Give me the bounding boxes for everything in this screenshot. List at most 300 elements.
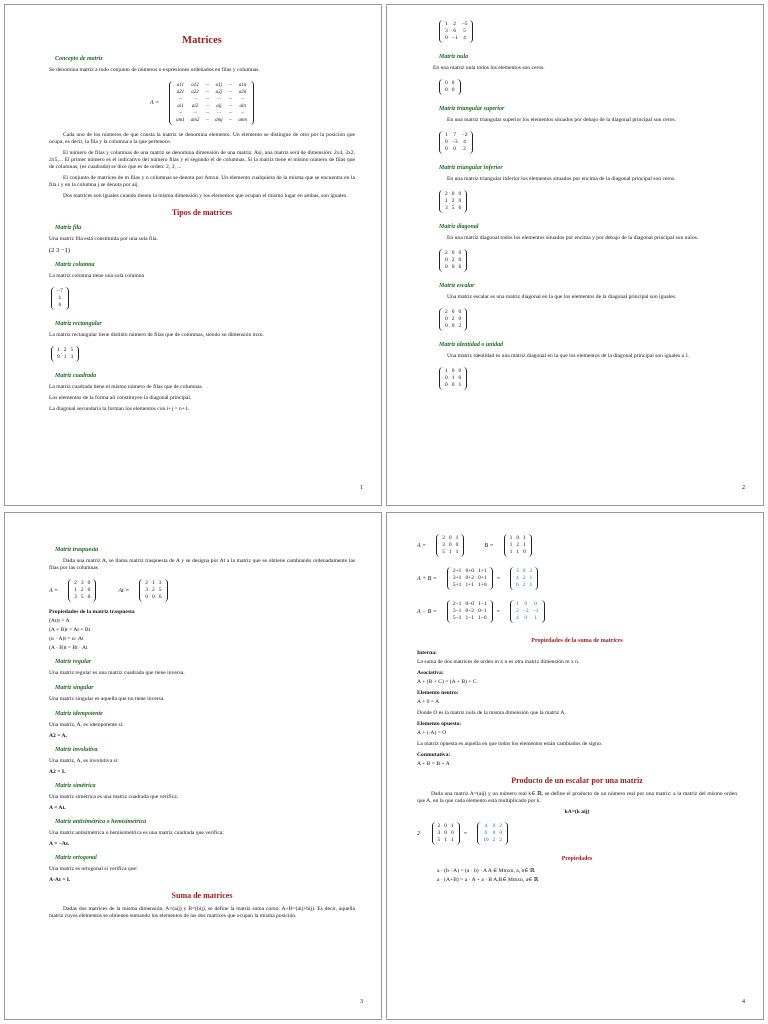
matrix-cell: 4: [516, 615, 519, 621]
matrix-row: [55, 347, 75, 354]
matrix-cell: 0: [458, 198, 462, 204]
sum-example: A + B = 2+1 0+0 1+1 3+1 0+2 0+1 5+1 1+1 1+0 = 3 0 2 4 2 1 6 2 1: [417, 564, 737, 593]
matrix-cell: 6: [58, 302, 62, 308]
matrix-cell: 2: [458, 323, 462, 329]
para-element: Cada uno de los números de que consta la matriz se denomina elemento. Un elemento se distingue de otro por la posición que ocupa, es decir, la fila y la columna a la que pertenece.: [49, 132, 355, 145]
transp-prop-3: (α · A)t = α· At: [49, 636, 84, 642]
matrix-cell: 0: [445, 375, 448, 381]
null-text: En una matriz nula todos los elementos son ceros.: [433, 65, 545, 71]
matrix-cell: 0: [445, 80, 448, 86]
square-heading: Matriz cuadrada: [55, 373, 97, 379]
scalar-props-title: Propiedades: [561, 856, 593, 862]
matrix-cell: ···: [216, 97, 221, 102]
matrix-cell: 2+1: [452, 568, 462, 574]
matrix-cell: ···: [205, 111, 210, 116]
sum-title: Suma de matrices: [171, 891, 233, 900]
matrix-row: [443, 191, 463, 198]
general-matrix: [169, 81, 254, 125]
matrix-row: [443, 323, 463, 330]
matrix-cell: 0+1: [478, 575, 487, 581]
matrix-cell: 0: [451, 368, 455, 374]
matrix-cell: 0: [445, 139, 448, 145]
scalar-label: 2·: [417, 830, 422, 837]
orth-formula: A·At = I.: [49, 877, 71, 883]
row-matrix: (2 3 −1): [49, 247, 70, 254]
neutral-text: A + 0 = A: [417, 699, 440, 705]
matrix-cell: 3−1: [452, 608, 462, 614]
page-number: 2: [742, 485, 745, 491]
matrix-cell: 0: [523, 549, 526, 555]
transp-prop-4: (A · B)t = Bt · At: [49, 645, 88, 651]
matrix-cell: 2: [63, 347, 67, 353]
singular-heading: Matriz singular: [55, 685, 94, 691]
diff-example: A − B = 2−1 0−0 1−1 3−1 0−2 0−1 5−1 1−1 1−0 = 1 0 0 2 −2 −1 4 0 1: [417, 597, 737, 626]
matrix-row: [443, 87, 457, 94]
top-matrix: [439, 20, 473, 43]
diff-expr-matrix: [447, 600, 493, 623]
matrix-cell: 3: [445, 205, 448, 211]
scalar-formula: kA=(k aij): [564, 809, 590, 815]
matrix-cell: ai1: [177, 104, 184, 109]
matrix-cell: amn: [238, 118, 247, 123]
matrix-cell: 0: [451, 830, 454, 836]
matrix-cell: 1: [523, 542, 526, 548]
transp-props-title: Propiedades de la matriz traspuesta: [49, 609, 135, 615]
upper-matrix: [439, 131, 473, 154]
matrix-cell: ···: [240, 111, 245, 116]
matrix-cell: a1n: [238, 83, 247, 88]
transp-prop-1: (At)t = A: [49, 618, 70, 624]
matrix-row: [443, 146, 469, 153]
matrix-cell: 3: [70, 354, 74, 360]
matrix-cell: 2: [437, 823, 441, 829]
matrix-cell: 1: [509, 549, 513, 555]
matrix-cell: −5: [461, 21, 468, 27]
commut-text: A + B = B + A: [417, 761, 450, 767]
transp-a-matrix: [68, 579, 96, 602]
matrix-row: [440, 549, 460, 556]
matrix-cell: 2: [74, 580, 77, 586]
transp-heading: Matriz traspuesta: [55, 547, 99, 553]
b-label: B =: [484, 542, 494, 549]
matrix-cell: −2: [522, 608, 529, 614]
matrix-cell: ···: [228, 104, 233, 109]
matrix-row: [436, 823, 456, 830]
matrix-cell: −3: [451, 139, 458, 145]
matrix-cell: 5: [437, 837, 441, 843]
matrix-cell: 6: [516, 582, 519, 588]
matrix-row: [173, 110, 250, 117]
matrix-cell: 2: [145, 580, 148, 586]
opposite-text: A + (-A) = O: [417, 730, 447, 736]
singular-text: Una matriz singular es aquella que no tiene inversa.: [49, 696, 165, 702]
transp-matrices: [49, 576, 355, 605]
lower-heading: Matriz triangular inferior: [439, 165, 503, 171]
matrix-cell: 1+0: [478, 582, 487, 588]
matrix-row: [173, 117, 250, 124]
matrix-cell: 0: [458, 316, 462, 322]
matrix-cell: 6: [458, 264, 462, 270]
matrix-cell: −1: [451, 35, 458, 41]
matrix-cell: 3: [516, 568, 519, 574]
row-text: Una matriz fila está constituida por una sola fila.: [49, 236, 158, 242]
matrix-cell: ···: [193, 97, 197, 102]
commut-title: Conmutativa:: [417, 752, 451, 758]
matrix-cell: ···: [178, 111, 183, 116]
scalar-text: Una matriz escalar es una matriz diagonal en la que los elementos de la diagonal principal son iguales.: [447, 294, 677, 300]
matrix-cell: 1−0: [478, 615, 487, 621]
scalar-heading: Matriz escalar: [439, 283, 475, 289]
props-title: Propiedades de la suma de matrices: [531, 638, 623, 644]
matrix-cell: −2: [461, 132, 468, 138]
matrix-cell: 2: [445, 309, 448, 315]
neutral-note: Donde O es la matriz nula de la misma dimensión que la matriz A.: [417, 710, 566, 716]
matrix-row: [451, 615, 489, 622]
matrix-cell: a21: [176, 90, 185, 95]
antisym-formula: A = −At.: [49, 841, 70, 847]
matrix-cell: 0: [445, 146, 448, 152]
matrix-cell: a1j: [215, 83, 223, 88]
matrix-cell: 1: [451, 375, 455, 381]
transp-prop-2: (A + B)t = At + Bt: [49, 627, 91, 633]
para-equality: Dos matrices son iguales cuando tienen la misma dimensión y los elementos que ocupan el mismo lugar en ambas, son iguales.: [63, 193, 348, 199]
matrix-cell: 4: [484, 823, 488, 829]
matrix-cell: ···: [240, 97, 245, 102]
matrix-row: [72, 594, 92, 601]
identity-text: Una matriz identidad es una matriz diagonal en la que los elementos de la diagonal principal son iguales a 1.: [447, 353, 690, 359]
matrix-cell: 1: [74, 587, 77, 593]
matrix-cell: 5: [80, 594, 84, 600]
null-heading: Matriz nula: [439, 54, 469, 60]
matrix-row: [508, 535, 528, 542]
matrix-cell: 3: [74, 594, 77, 600]
matrix-cell: 1: [444, 837, 447, 843]
matrix-cell: 0: [445, 316, 448, 322]
matrix-cell: 0: [448, 542, 452, 548]
internal-text: La suma de dos matrices de orden m x n es otra matriz dimensión m x n.: [417, 659, 580, 665]
matrix-cell: amj: [215, 118, 223, 123]
matrix-cell: 0+0: [465, 568, 475, 574]
matrix-row: [443, 205, 463, 212]
matrix-cell: 2: [451, 198, 455, 204]
matrix-cell: 0: [458, 191, 462, 197]
identity-heading: Matriz identidad o unidad: [439, 342, 504, 348]
matrix-cell: 0: [448, 535, 452, 541]
matrix-cell: 2: [492, 837, 496, 843]
matrix-cell: 1: [529, 575, 533, 581]
matrix-row: [72, 587, 92, 594]
sum-expr-matrix: [447, 567, 493, 590]
matrix-cell: 2: [499, 837, 503, 843]
page-title: Matrices: [182, 35, 222, 46]
matrix-row: [443, 198, 463, 205]
matrix-cell: 1: [516, 549, 520, 555]
matrix-row: [451, 608, 489, 615]
ab-matrices: [417, 531, 737, 560]
matrix-cell: 1: [445, 21, 448, 27]
matrix-cell: 6: [484, 830, 488, 836]
matrix-cell: ···: [205, 104, 210, 109]
matrix-cell: 0: [453, 146, 457, 152]
matrix-cell: 1+1: [478, 568, 487, 574]
matrix-cell: 3: [145, 587, 148, 593]
matrix-cell: 1: [523, 535, 526, 541]
matrix-cell: 0: [445, 87, 448, 93]
matrix-cell: 0: [458, 309, 462, 315]
upper-heading: Matriz triangular superior: [439, 106, 505, 112]
matrix-row: [451, 568, 489, 575]
matrix-cell: 3: [442, 542, 445, 548]
matrix-cell: 1−1: [478, 601, 487, 607]
scalar-title: Producto de un escalar por una matriz: [511, 776, 643, 785]
matrix-cell: 1: [57, 347, 60, 353]
rect-heading: Matriz rectangular: [55, 321, 102, 327]
matrix-cell: ···: [205, 97, 210, 102]
matrix-cell: 1: [534, 615, 537, 621]
matrix-row: [443, 80, 457, 87]
matrix-cell: 4: [463, 35, 466, 41]
matrix-cell: aij: [216, 104, 222, 109]
matrix-row: [443, 139, 469, 146]
matrix-cell: 4: [516, 575, 519, 581]
matrix-cell: 0: [522, 568, 526, 574]
matrix-cell: 0: [458, 375, 462, 381]
matrix-cell: 0: [145, 594, 148, 600]
matrix-cell: 0: [87, 587, 91, 593]
matrix-cell: ai2: [191, 104, 199, 109]
diag-text: En una matriz diagonal todos los elementos situados por encima y por debajo de la diagonal principal son nulos.: [447, 235, 699, 241]
matrix-cell: 5: [442, 549, 445, 555]
types-title: Tipos de matrices: [171, 208, 233, 217]
matrix-row: [440, 535, 460, 542]
matrix-cell: ···: [228, 97, 233, 102]
matrix-cell: 1: [455, 535, 459, 541]
idem-heading: Matriz idempotente: [55, 711, 103, 717]
matrix-cell: 0: [444, 830, 447, 836]
matrix-cell: 1: [529, 582, 533, 588]
matrix-cell: 2: [442, 535, 445, 541]
matrix-row: [443, 382, 463, 389]
page-2: [386, 4, 764, 506]
matrix-row: [173, 103, 250, 110]
matrix-cell: 1: [451, 823, 454, 829]
matrix-cell: 0: [451, 323, 455, 329]
transp-at-label: At =: [118, 587, 130, 594]
antisym-heading: Matriz antisimétrica o hemisimétrica: [55, 819, 147, 825]
matrix-cell: 1: [448, 549, 452, 555]
transp-text: Dada una matriz A, se llama matriz traspuesta de A y se designa por At a la matriz que se obtiene cambiando ordenadamente las filas por las columnas: [49, 558, 355, 571]
matrix-row: [451, 575, 489, 582]
matrix-cell: ···: [228, 90, 233, 95]
matrix-cell: 0: [451, 250, 455, 256]
matrix-cell: ···: [228, 83, 233, 88]
matrix-cell: 6: [453, 28, 457, 34]
matrix-cell: 2: [152, 587, 155, 593]
matrix-cell: 0: [445, 257, 448, 263]
matrix-cell: 0: [445, 35, 448, 41]
matrix-cell: ···: [228, 111, 233, 116]
matrix-cell: 0: [451, 191, 455, 197]
matrix-cell: 0: [451, 264, 455, 270]
matrix-row: [443, 132, 469, 139]
opposite-title: Elemento opuesto:: [417, 721, 462, 727]
internal-title: Interna:: [417, 650, 437, 656]
matrix-row: [55, 302, 65, 309]
matrix-cell: 2: [499, 823, 503, 829]
matrix-cell: 1: [451, 837, 454, 843]
matrix-cell: 0: [152, 594, 155, 600]
diff-result-matrix: [510, 600, 544, 623]
regular-heading: Matriz regular: [55, 659, 92, 665]
para-notation: El conjunto de matrices de m filas y n columnas se denota por Amxn. Un elemento cualquiera de la misma que se encuentra en la fila i y en la columna j se denota por aij.: [49, 175, 355, 188]
matrix-cell: 5−1: [452, 615, 462, 621]
orth-heading: Matriz ortogonal: [55, 855, 97, 861]
matrix-row: [173, 96, 250, 103]
page-3: [4, 512, 382, 1020]
matrix-cell: 2: [451, 316, 455, 322]
matrix-cell: 2: [445, 250, 448, 256]
matrix-cell: 0: [499, 830, 503, 836]
matrix-cell: 5: [158, 587, 162, 593]
matrix-cell: 1+1: [465, 582, 475, 588]
matrix-row: [443, 368, 463, 375]
page-1: [4, 4, 382, 506]
matrix-row: [440, 542, 460, 549]
matrix-cell: 1: [509, 535, 513, 541]
matrix-cell: a12: [191, 83, 199, 88]
matrix-cell: 2: [453, 21, 457, 27]
matrix-cell: 5: [70, 347, 74, 353]
para-dimension: El número de filas y columnas de una matriz se denomina dimensión de una matriz. Así, una matriz será de dimensión: 2x4, 3x2, 2x5,... El primer número es el indicativo del número filas y el segundo el de columnas. Si la matriz tiene el mismo número de filas que de columnas, (es cuadrada) se dice que es de orden: 2, 3, ...: [49, 150, 355, 170]
col-heading: Matriz columna: [55, 262, 95, 268]
matrix-row: [443, 250, 463, 257]
matrix-row: [451, 582, 489, 589]
matrix-row: [508, 549, 528, 556]
matrix-cell: 0: [458, 250, 462, 256]
matrix-row: [55, 354, 75, 361]
matrix-row: [173, 82, 250, 89]
matrix-row: [443, 309, 463, 316]
matrix-row: [173, 89, 250, 96]
matrix-cell: 2: [522, 582, 526, 588]
invol-formula: A2 = I.: [49, 769, 66, 775]
matrix-cell: 0: [87, 580, 91, 586]
matrix-row: [508, 542, 528, 549]
matrix-cell: 6: [158, 594, 162, 600]
regular-text: Una matriz regular es una matriz cuadrada que tiene inversa.: [49, 670, 185, 676]
matrix-row: [514, 615, 540, 622]
matrix-row: [443, 21, 469, 28]
lower-matrix: [439, 190, 467, 213]
matrix-cell: 2: [529, 568, 533, 574]
matrix-cell: 3: [80, 580, 84, 586]
matrix-cell: 1: [445, 132, 448, 138]
a-matrix: [436, 534, 464, 557]
matrix-cell: am2: [190, 118, 200, 123]
concept-text: Se denomina matriz a todo conjunto de números o expresiones ordenados en filas y columnas.: [49, 67, 260, 73]
sum-result-matrix: [510, 567, 538, 590]
matrix-row: [443, 375, 463, 382]
matrix-cell: 0−0: [465, 601, 475, 607]
scalar-prop-2: a · (A+B) = a · A + a · B A,B∈ Mmxn, a∈ ℝ: [437, 877, 539, 883]
matrix-cell: 0: [524, 601, 528, 607]
matrix-row: [481, 837, 504, 844]
idem-formula: A2 = A.: [49, 733, 67, 739]
matrix-cell: 1: [58, 295, 62, 301]
matrix-cell: 5+1: [452, 582, 462, 588]
diag-heading: Matriz diagonal: [439, 224, 479, 230]
identity-matrix: [439, 367, 467, 390]
matrix-cell: 0: [451, 80, 455, 86]
matrix-cell: 1: [509, 542, 513, 548]
matrix-cell: 0+2: [465, 575, 475, 581]
matrix-cell: 0: [458, 257, 462, 263]
invol-heading: Matriz involutiva: [55, 747, 98, 753]
matrix-row: [72, 580, 92, 587]
matrix-cell: 1: [445, 198, 448, 204]
matrix-cell: 0: [455, 542, 459, 548]
sum-label: A + B =: [417, 575, 437, 582]
matrix-cell: 0: [534, 601, 537, 607]
matrix-cell: 2: [463, 146, 466, 152]
matrix-row: [481, 823, 504, 830]
matrix-cell: 7: [453, 132, 457, 138]
lower-text: En una matriz triangular inferior los elementos situados por encima de la diagonal principal son ceros.: [447, 176, 676, 182]
transp-at-matrix: [139, 579, 167, 602]
null-matrix: [439, 79, 461, 95]
matrix-cell: ···: [193, 111, 197, 116]
matrix-cell: 0: [524, 615, 528, 621]
matrix-cell: 1: [445, 368, 448, 374]
matrix-row: [443, 257, 463, 264]
matrix-row: [436, 837, 456, 844]
assoc-title: Asociativa:: [417, 670, 444, 676]
matrix-cell: 1−1: [465, 615, 475, 621]
matrix-cell: ···: [178, 97, 183, 102]
square-text-2: Los elementos de la forma aii constituyen la diagonal principal.: [49, 395, 192, 401]
col-text: La matriz columna tiene una sola columna: [49, 273, 145, 279]
matrix-cell: a11: [176, 83, 184, 88]
matrix-cell: 1: [455, 549, 459, 555]
matrix-cell: 0: [516, 535, 520, 541]
matrix-cell: 5: [463, 28, 466, 34]
matrix-cell: ···: [228, 118, 233, 123]
matrix-cell: 1: [152, 580, 155, 586]
matrix-row: [55, 295, 65, 302]
matrix-row: [481, 830, 504, 837]
diag-matrix: [439, 249, 467, 272]
sum-text: Dadas dos matrices de la misma dimensión, A=(aij) y B=(bij), se define la matriz suma como: A+B=(aij+bij). Es decir, aquella matriz cuyos elementos se obtienen sumando los elementos de las dos matrices que ocupan la misma posición.: [49, 906, 355, 919]
scalar-prop-1: a · (b · A) = (a · b) · A A ∈ Mmxn, a, b∈ ℝ: [437, 868, 535, 874]
matrix-row: [443, 35, 469, 42]
matrix-row: [436, 830, 456, 837]
matrix-row: [514, 575, 534, 582]
matrix-cell: 0: [492, 830, 496, 836]
matrix-row: [514, 608, 540, 615]
matrix-cell: 2−1: [452, 601, 462, 607]
matrix-row: [143, 580, 163, 587]
scalar-matrix: [439, 308, 467, 331]
matrix-row: [55, 288, 65, 295]
matrix-cell: 3+1: [452, 575, 462, 581]
square-text-1: La matriz cuadrada tiene el mismo número de filas que de columnas.: [49, 384, 204, 390]
matrix-cell: a2n: [238, 90, 247, 95]
matrix-cell: am1: [176, 118, 185, 123]
page-number: 3: [360, 999, 363, 1005]
b-matrix: [504, 534, 532, 557]
matrix-cell: 2: [445, 191, 448, 197]
matrix-cell: a22: [191, 90, 199, 95]
